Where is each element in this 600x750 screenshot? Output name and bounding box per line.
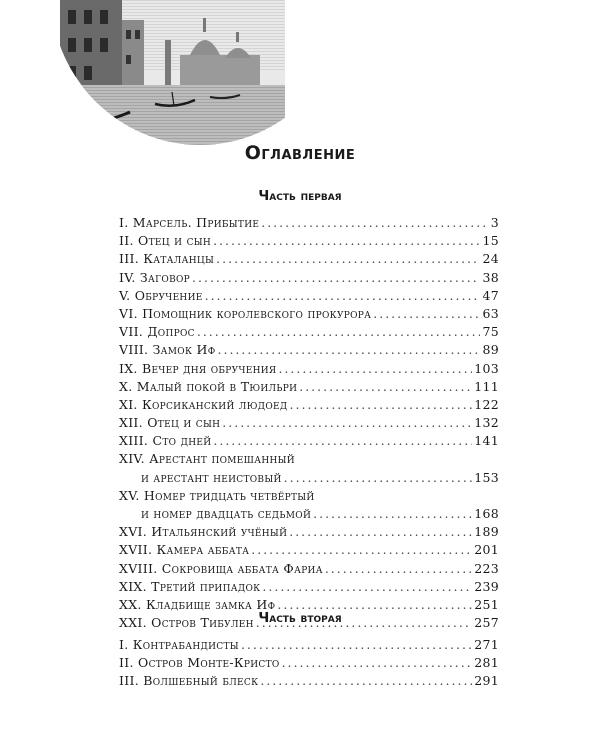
page-number: 271 bbox=[474, 637, 499, 652]
chapter-title: XXI. Остров Тибулен bbox=[119, 615, 254, 631]
toc-entry[interactable] bbox=[119, 361, 499, 379]
toc-entry[interactable] bbox=[119, 379, 499, 397]
chapter-title: VII. Допрос bbox=[119, 324, 195, 340]
toc-entry[interactable] bbox=[119, 233, 499, 251]
chapter-title-continued: и номер двадцать седьмой bbox=[141, 506, 312, 522]
chapter-title-continued: и арестант неистовый bbox=[141, 469, 282, 485]
chapter-title: I. Марсель. Прибытие bbox=[119, 215, 260, 230]
chapter-title: II. Отец и сын bbox=[119, 233, 212, 249]
toc-entry[interactable] bbox=[119, 215, 499, 233]
toc-entry[interactable] bbox=[119, 542, 499, 560]
page-number: 132 bbox=[474, 415, 499, 431]
chapter-title: VI. Помощник королевского прокурора bbox=[119, 305, 372, 321]
page-number: 103 bbox=[474, 360, 499, 376]
toc-entry[interactable] bbox=[119, 433, 499, 451]
toc-entry[interactable] bbox=[119, 397, 499, 415]
toc-entry[interactable] bbox=[119, 655, 499, 673]
toc-entry[interactable] bbox=[119, 342, 499, 360]
chapter-title: XI. Корсиканский людоед bbox=[119, 396, 288, 412]
chapter-title: XVII. Камера аббата bbox=[119, 542, 250, 558]
part-one-toc bbox=[119, 215, 499, 633]
toc-entry[interactable] bbox=[119, 251, 499, 269]
page-number: 75 bbox=[482, 324, 499, 340]
toc-entry[interactable] bbox=[119, 288, 499, 306]
chapter-title: I. Контрабандисты bbox=[119, 637, 239, 652]
page-number: 189 bbox=[474, 524, 499, 540]
page-number: 153 bbox=[474, 469, 499, 485]
page-number: 257 bbox=[474, 615, 499, 631]
page-number: 251 bbox=[474, 596, 499, 612]
page-number: 3 bbox=[490, 215, 499, 230]
chapter-title: XIV. Арестант помешанный bbox=[119, 451, 295, 467]
chapter-title: III. Волшебный блеск bbox=[119, 673, 259, 689]
toc-entry[interactable] bbox=[119, 324, 499, 342]
toc-entry[interactable] bbox=[119, 524, 499, 542]
toc-entry[interactable] bbox=[119, 637, 499, 655]
part-one-title: Часть первая bbox=[258, 188, 342, 204]
venice-engraving-illustration bbox=[60, 0, 285, 150]
page-number: 201 bbox=[474, 542, 499, 558]
part-two-title: Часть вторая bbox=[258, 610, 342, 626]
chapter-title: XIII. Сто дней bbox=[119, 433, 212, 449]
toc-entry[interactable] bbox=[119, 415, 499, 433]
chapter-title: VIII. Замок Иф bbox=[119, 342, 216, 358]
chapter-title: XX. Кладбище замка Иф bbox=[119, 596, 276, 612]
toc-entry[interactable] bbox=[119, 488, 499, 524]
chapter-title: XVIII. Сокровища аббата Фариа bbox=[119, 560, 323, 576]
page-number: 15 bbox=[482, 233, 499, 249]
page-number: 122 bbox=[474, 396, 499, 412]
chapter-title: XIX. Третий припадок bbox=[119, 578, 261, 594]
page-number: 141 bbox=[474, 433, 499, 449]
toc-entry[interactable] bbox=[119, 270, 499, 288]
page-number: 168 bbox=[474, 506, 499, 522]
chapter-title: V. Обручение bbox=[119, 287, 203, 303]
chapter-title: XII. Отец и сын bbox=[119, 415, 221, 431]
chapter-title: II. Остров Монте-Кристо bbox=[119, 655, 280, 671]
page-number: 281 bbox=[474, 655, 499, 671]
part-two-toc bbox=[119, 637, 499, 692]
toc-heading: Оглавление bbox=[244, 142, 356, 164]
page-number: 89 bbox=[482, 342, 499, 358]
chapter-title: XV. Номер тридцать четвёртый bbox=[119, 487, 315, 503]
chapter-title: IV. Заговор bbox=[119, 269, 191, 285]
toc-entry[interactable] bbox=[119, 306, 499, 324]
chapter-title: X. Малый покой в Тюильри bbox=[119, 378, 298, 394]
page-number: 38 bbox=[482, 269, 499, 285]
page-number: 223 bbox=[474, 560, 499, 576]
page-number: 63 bbox=[482, 305, 499, 321]
page-number: 291 bbox=[474, 673, 499, 689]
chapter-title: IX. Вечер дня обручения bbox=[119, 360, 277, 376]
page-number: 239 bbox=[474, 578, 499, 594]
toc-entry[interactable] bbox=[119, 451, 499, 487]
page-number: 47 bbox=[482, 287, 499, 303]
page-number: 24 bbox=[482, 251, 499, 267]
toc-entry[interactable] bbox=[119, 561, 499, 579]
page-number: 111 bbox=[474, 378, 499, 394]
chapter-title: XVI. Итальянский учёный bbox=[119, 524, 288, 540]
toc-entry[interactable] bbox=[119, 579, 499, 597]
chapter-title: III. Каталанцы bbox=[119, 251, 215, 267]
toc-entry[interactable] bbox=[119, 673, 499, 691]
